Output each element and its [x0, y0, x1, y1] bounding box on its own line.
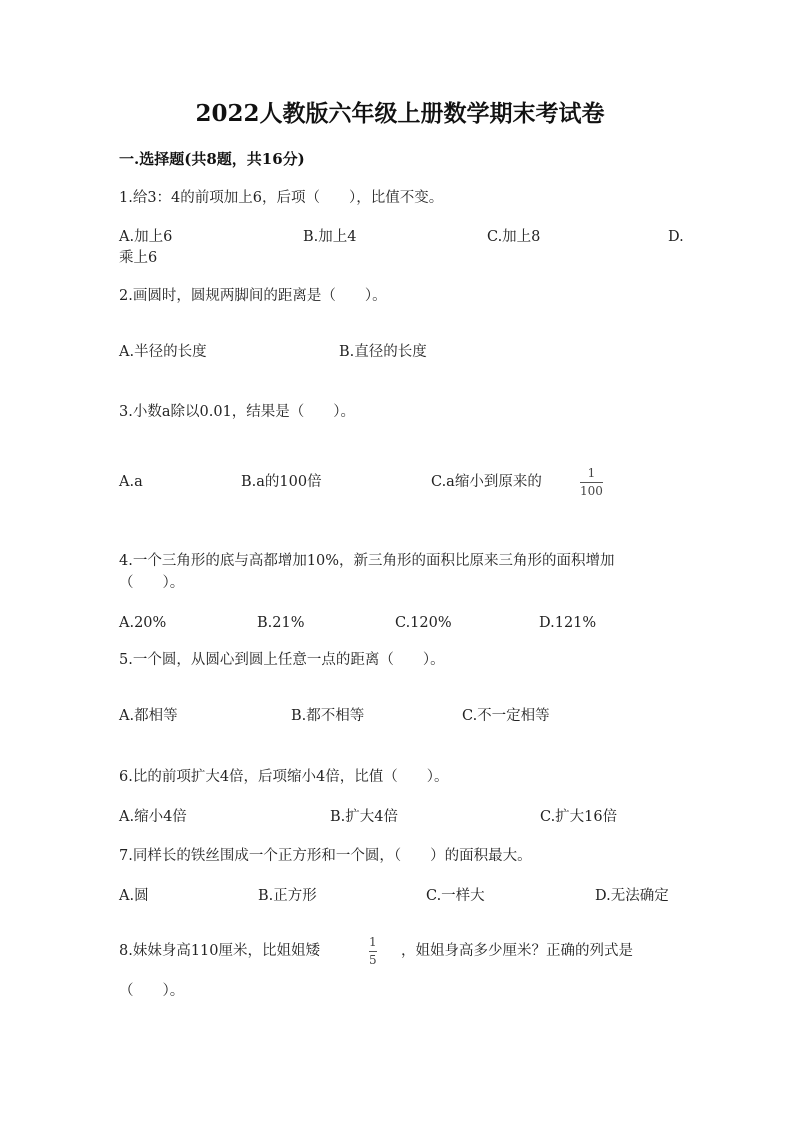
question-4-option-a: A.20% — [119, 615, 167, 631]
question-2-option-a: A.半径的长度 — [119, 344, 207, 360]
question-8-fraction — [369, 936, 377, 967]
question-3-stem: 3.小数a除以0.01，结果是（ ）。 — [119, 404, 356, 420]
question-4-option-c: C.120% — [395, 615, 452, 631]
question-7-stem: 7.同样长的铁丝围成一个正方形和一个圆，（ ）的面积最大。 — [119, 848, 532, 864]
question-4-option-b: B.21% — [257, 615, 305, 631]
question-4-option-d: D.121% — [539, 615, 597, 631]
question-3-fraction — [580, 467, 603, 498]
question-4-stem-continued: （ ）。 — [119, 575, 185, 591]
question-6-option-c: C.扩大16倍 — [540, 809, 618, 825]
fraction-numerator: 1 — [369, 935, 377, 949]
question-3-option-a: A.a — [119, 474, 143, 490]
question-5-option-c: C.不一定相等 — [462, 708, 550, 724]
question-1-option-a: A.加上6 — [119, 229, 173, 245]
question-5-stem: 5.一个圆，从圆心到圆上任意一点的距离（ ）。 — [119, 652, 445, 668]
question-1-option-c: C.加上8 — [487, 229, 541, 245]
question-8-stem-continued: （ ）。 — [119, 983, 185, 999]
fraction-denominator: 5 — [369, 953, 377, 968]
question-1-option-b: B.加上4 — [303, 229, 357, 245]
question-1-option-d-label: D. — [668, 229, 684, 245]
question-2-stem: 2.画圆时，圆规两脚间的距离是（ ）。 — [119, 288, 387, 304]
question-3-option-b: B.a的100倍 — [241, 474, 322, 490]
question-7-option-d: D.无法确定 — [595, 888, 669, 904]
question-6-option-b: B.扩大4倍 — [330, 809, 398, 825]
fraction-bar — [580, 482, 603, 483]
fraction-denominator: 100 — [580, 484, 603, 499]
question-7-option-a: A.圆 — [119, 888, 149, 904]
question-5-option-b: B.都不相等 — [291, 708, 365, 724]
question-2-option-b: B.直径的长度 — [339, 344, 427, 360]
fraction-bar — [369, 951, 377, 952]
question-4-stem: 4.一个三角形的底与高都增加10%，新三角形的面积比原来三角形的面积增加 — [119, 553, 615, 569]
question-8-stem: 8.妹妹身高110厘米，比姐姐矮 — [119, 943, 321, 959]
question-1-stem: 1.给3：4的前项加上6，后项（ ），比值不变。 — [119, 190, 444, 206]
fraction-numerator: 1 — [587, 466, 596, 480]
question-1-option-d-text: 乘上6 — [119, 250, 158, 266]
question-7-option-c: C.一样大 — [426, 888, 485, 904]
question-8-stem-after: ，姐姐身高多少厘米？正确的列式是 — [401, 943, 633, 959]
question-6-option-a: A.缩小4倍 — [119, 809, 187, 825]
question-3-option-c: C.a缩小到原来的 — [431, 474, 542, 490]
page-title: 2022人教版六年级上册数学期末考试卷 — [195, 100, 605, 127]
section-heading: 一.选择题(共8题，共16分) — [119, 150, 305, 168]
question-7-option-b: B.正方形 — [258, 888, 317, 904]
question-5-option-a: A.都相等 — [119, 708, 178, 724]
question-6-stem: 6.比的前项扩大4倍，后项缩小4倍，比值（ ）。 — [119, 769, 449, 785]
